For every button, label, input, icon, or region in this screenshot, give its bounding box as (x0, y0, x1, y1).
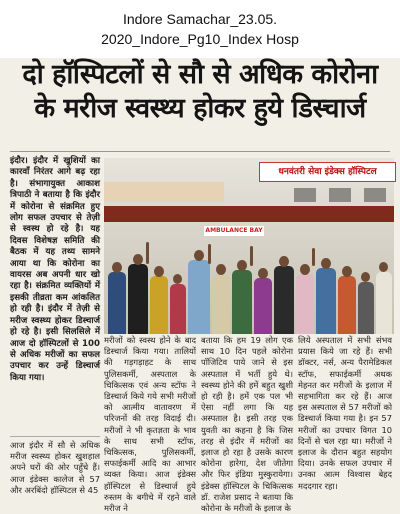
building-banner (104, 182, 224, 202)
head (216, 264, 226, 275)
head (361, 272, 370, 282)
person (274, 266, 294, 334)
person (376, 272, 392, 334)
raised-arm (250, 246, 253, 266)
ambulance-bay-sign: AMBULANCE BAY (205, 227, 263, 234)
person (254, 278, 272, 334)
head (173, 274, 182, 284)
crowd-of-patients (104, 242, 394, 334)
head (194, 250, 204, 261)
head (112, 262, 122, 273)
person (212, 274, 230, 334)
headline-divider (10, 151, 390, 152)
head (321, 258, 331, 269)
building-window (364, 188, 386, 202)
raised-arm (146, 242, 149, 264)
person (170, 284, 186, 334)
lead-paragraph: इंदौर। इंदौर में खुशियों का कारवाँ निरंतर आगे बढ़ रहा है। संभागायुक्त आकाश त्रिपाठी ने बताया है कि इंदौर में कोरोना से संक्रमित हुए लोग सफल उपचार से तेज़ी से स्वस्थ हो रहे है। यह दिवस विशेषज्ञ समिति की बैठक में यह तथ्य सामने आया था कि कोरोना का वायरस अब अपनी धार खो रहा है। संक्रमित व्यक्तियों में इसकी तीव्रता कम आंकलित हो रही है। इंदौर में तेज़ी से मरीज स्वस्थ्य होकर डिस्चार्ज हो रहे है। इसी सिलसिले में आज दो हॉस्पिटलों से 100 से अधिक मरीजों का सफल उपचार कर उन्हें डिस्चार्ज किया गया। (10, 156, 100, 383)
column-1-bottom-text: आज इंदौर में सौ से अधिक मरीज स्वस्थ्य होकर खुशहाल अपने घरों की ओर पहुँचे हैं। आज इंडेक्स कालेज से 57 और अरबिंदो हॉस्पिटल से 45 (10, 440, 100, 495)
person (150, 276, 168, 334)
head (279, 256, 289, 267)
head (379, 262, 388, 272)
building-window (329, 188, 351, 202)
head (258, 268, 268, 279)
head (342, 266, 352, 277)
person (188, 260, 210, 334)
person (316, 268, 336, 334)
image-caption (0, 0, 400, 58)
raised-arm (208, 244, 211, 264)
headline-line-1: दो हॉस्पिटलों से सौ से अधिक कोरोना (22, 59, 378, 90)
article-headline (0, 58, 400, 126)
hospital-sign: धनवंतरी सेवा इंडेक्स हॉस्पिटल (259, 162, 396, 182)
person (296, 274, 314, 334)
building-window (294, 188, 316, 202)
head (300, 264, 310, 275)
article-column-3: बताया कि हम 19 लोग एक साथ 10 दिन पहले कोरोना पॉजिटिव पाये जाने से इस अस्पताल में भर्ती हुये थे। स्वस्थ्य होने की हमें बहुत खुशी हो रही है। हमें एक पल भी ऐसा नहीं लगा कि यह अस्पताल है। इसी तरह एक युवती का कहना है कि जिस तरह से इंदौर में मरीजों का इलाज हो रहा है उसके कारण कोरोना हारेगा, देश जीतेगा और फिर इंडिया मुस्कुरायेगा। इंडेक्स हॉस्पिटल के चिकित्सक डॉ. राजेश प्रसाद ने बताया कि कोरोना के मरीजों के इलाज के (201, 335, 293, 514)
article-column-4: लिये अस्पताल में सभी संभव प्रयास किये जा रहे हैं। सभी डॉक्टर, नर्स, अन्य पैरामेडिकल स्टॉफ, सफाईकर्मी अथक मेहनत कर मरीजों के इलाज में सहभागिता कर रहे हैं। आज इस अस्पताल से 57 मरीजों को डिस्चार्ज किया गया है। इन 57 मरीजों का उपचार विगत 10 दिनों से चल रहा था। मरीजों ने इलाज के दौरान बहुत सहयोग दिया। उनके सफल उपचार में उनका आत्म विश्वास बेहद मददगार रहा। (298, 335, 392, 491)
news-photo (104, 158, 394, 334)
person (232, 270, 252, 334)
column-divider (10, 436, 100, 437)
head (133, 254, 143, 265)
head (154, 266, 164, 277)
raised-arm (312, 248, 315, 266)
head (237, 260, 247, 271)
person (128, 264, 148, 334)
person (108, 272, 126, 334)
caption-line-2: 2020_Indore_Pg10_Index Hosp (101, 31, 299, 47)
article-column-2: मरीजों को स्वस्थ होने के बाद डिस्चार्ज किया गया। तालियों की गड़गड़ाहट के साथ पुलिसकर्मी, अस्पताल के चिकित्सक एवं अन्य स्टॉफ ने डिस्चार्ज किये गये सभी मरीजों को आत्मीय वातावरण में परिजनों की तरह विदाई दी। मरीजों ने भी कृतज्ञता के भाव के साथ सभी स्टॉफ, चिकित्सक, पुलिसकर्मी, सफाईकर्मी आदि का आभार व्यक्त किया। आज इंडेक्स हॉस्पिटल से डिस्चार्ज हुये रुस्तम के बगीचे में रहने वाले मरीज ने (104, 335, 196, 514)
caption-line-1: Indore Samachar_23.05. (122, 11, 278, 27)
person (338, 276, 356, 334)
building-band (104, 206, 394, 222)
person (358, 282, 374, 334)
headline-line-2: के मरीज स्वस्थ्य होकर हुये डिस्चार्ज (34, 93, 366, 124)
